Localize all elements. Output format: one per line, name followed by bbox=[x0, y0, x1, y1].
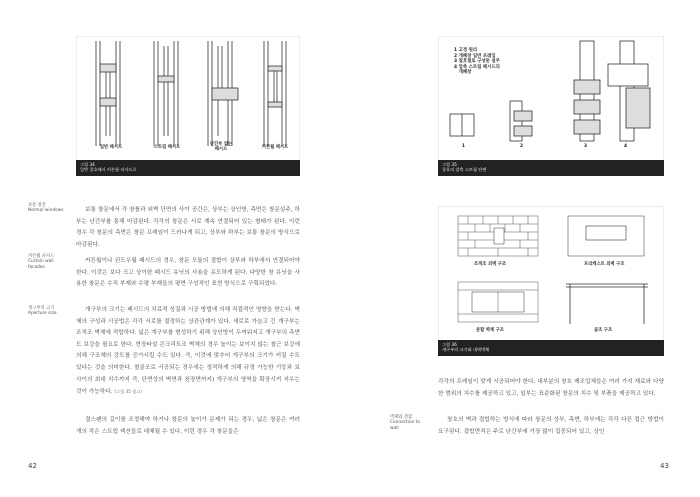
figure-label-no-parapet: 난간부 없는 패시드 bbox=[209, 142, 233, 152]
figure-34-caption bbox=[76, 160, 300, 176]
paragraph-4: 결스팬의 길이를 조정해야 하거나 창문의 높이가 문제가 되는 경우, 넓은 창문은 여러 개의 작은 스트립 섹션들로 대체될 수 있다. 이런 경우 각 창문들은 bbox=[76, 417, 300, 435]
sidenote-en: Connection to wall bbox=[390, 420, 420, 431]
legend-item: 3 칠호철로 구성된 설주 bbox=[454, 59, 500, 65]
paragraph-wall-connection: 창호의 벽과 접합하는 방식에 따라 창문의 상부, 측면, 하부에는 각각 다른 접근 방법이 요구된다. 접합면적은 주로 난간부에 가장 많이 집중되어 있고, 상인 bbox=[438, 417, 664, 435]
paragraph-2: 커튼월이나 윈도우월 패시드의 경우, 창문 모듈의 결합이 상부와 하부에서 연결되어야 한다. 이것은 보다 크고 상이한 패시드 유닛의 사용을 유도하게 된다. 다양한 창 유닛을 사용한 창문은 수직 부재와 수평 부재들의 평면 구성적인 표현 방식으로 구획되었다. bbox=[76, 258, 300, 288]
section-label-4: 4 bbox=[624, 144, 627, 149]
legend-item: 1 고정 원리 bbox=[454, 48, 478, 53]
window-sections-diagram bbox=[76, 36, 300, 161]
sidenote-en: Aperture size bbox=[28, 311, 57, 317]
figure-35-legend bbox=[454, 48, 500, 76]
caption-number: 그림 35 bbox=[442, 162, 457, 167]
wall-label-split: 분할 벽체 구조 bbox=[476, 328, 504, 333]
wall-label-frame: 골조 구조 bbox=[594, 328, 613, 333]
sidenote-ko: 개구부의 크기 bbox=[28, 306, 55, 311]
aperture-wall-diagrams bbox=[438, 206, 664, 346]
paragraph-3-text: 개구부의 크기는 패시드의 치료적 성질과 시공 방법에 의해 직접적인 영향을 받는다. 벽체의 구성과 시공법은 각각 서로를 결정하는 상관관계가 있다. 새로로 가늘고 긴 개구부는 조적조 벽체에 적합하다. 넓은 개구부를 형성하기 위해 상인방이 두꺼워지고 개구부의 측면도 보강을 필요로 한다. 현장타설 콘크리트조 벽체의 경우 높이는 보이지 않는 철근 보강에 의해 구조체의 강도를 증가시킬 수도 있다. 즉, 이것에 맞추어 개구부의 크기가 커질 수도 있다는 것을 의미한다. 철골조로 시공되는 경우에는 정적하게 의해 규정 가능한 기둥과 보 사이의 최대 치수까지 즉, 단면상의 벽면과 천장면까지) 개구부의 영역을 확장시켜 지우는 것이 가능하다. bbox=[76, 307, 300, 396]
caption-text: 개구부의 크기와 내벽벽체 bbox=[442, 347, 490, 353]
sidenote-en: Curtain wall facades bbox=[28, 259, 54, 270]
sidenote-aperture-size bbox=[28, 306, 74, 317]
paragraph-1: 보통 창문에서 각 창틀과 외벽 단면의 사이 공간은, 상부는 상인방, 측면은 창문설주, 하부는 난간부를 통해 마감된다. 각각의 창문은 서로 계속 연결되어 있는 형태가 된다. 이런 경우 각 창문의 측면은 창문 프레임이 드러나게 되고, 상부와 하부는 보통 창문의 방식으로 마감된다. bbox=[76, 207, 300, 248]
figure-35-caption bbox=[438, 160, 664, 176]
section-label-3: 3 bbox=[584, 144, 587, 149]
sidenote-ko: 보통 창문 bbox=[28, 203, 46, 208]
paragraph-continued: 각각의 프레임이 맞게 시공되어야 한다. 대부분의 창호 제조업체들은 여러 가지 재료와 다양한 범위의 치수를 제공하고 있고, 일부는 표준화된 창문의 치수 및 부품을 제공하고 있다. bbox=[438, 379, 664, 397]
sidenote-normal-windows bbox=[28, 203, 74, 214]
caption-number: 그림 36 bbox=[442, 342, 457, 347]
figure-36 bbox=[438, 206, 664, 346]
wall-label-masonry: 조적조 외벽 구조 bbox=[474, 262, 507, 267]
sidenote-ko: 벽체와 결합 bbox=[390, 415, 413, 420]
sidenote-connection-to-wall bbox=[390, 415, 436, 431]
page-number-left: 42 bbox=[28, 462, 37, 470]
figure-34 bbox=[76, 36, 300, 175]
caption-text: 창호의 압축 스트립 단면 bbox=[442, 167, 487, 173]
figure-label-general: 일반 패시드 bbox=[99, 145, 123, 150]
figure-35 bbox=[438, 36, 664, 161]
paragraph-3 bbox=[76, 305, 300, 399]
caption-number: 그림 34 bbox=[80, 162, 95, 167]
sidenote-curtain-wall bbox=[28, 254, 74, 270]
section-label-2: 2 bbox=[520, 144, 523, 149]
wall-label-precast: 프리캐스트 외벽 구조 bbox=[584, 262, 625, 267]
legend-item: 2 개폐창 일반 프레임 bbox=[454, 53, 496, 59]
sidenote-en: Normal windows bbox=[28, 208, 64, 214]
figure-label-strip: 스트립 패시드 bbox=[153, 145, 181, 150]
caption-text: 일반 창호에서 커튼월 파사드로 bbox=[80, 167, 137, 173]
legend-item: 4 압축 스트립 패시드의 개폐창 bbox=[454, 64, 500, 76]
section-label-1: 1 bbox=[462, 144, 465, 149]
figure-36-caption bbox=[438, 340, 664, 356]
page-number-right: 43 bbox=[660, 462, 669, 470]
figure-label-curtain: 커튼월 패시드 bbox=[261, 145, 289, 150]
figure-reference: (그림 35 참고) bbox=[114, 389, 142, 395]
sidenote-ko: 커튼월 파사드 bbox=[28, 254, 55, 259]
